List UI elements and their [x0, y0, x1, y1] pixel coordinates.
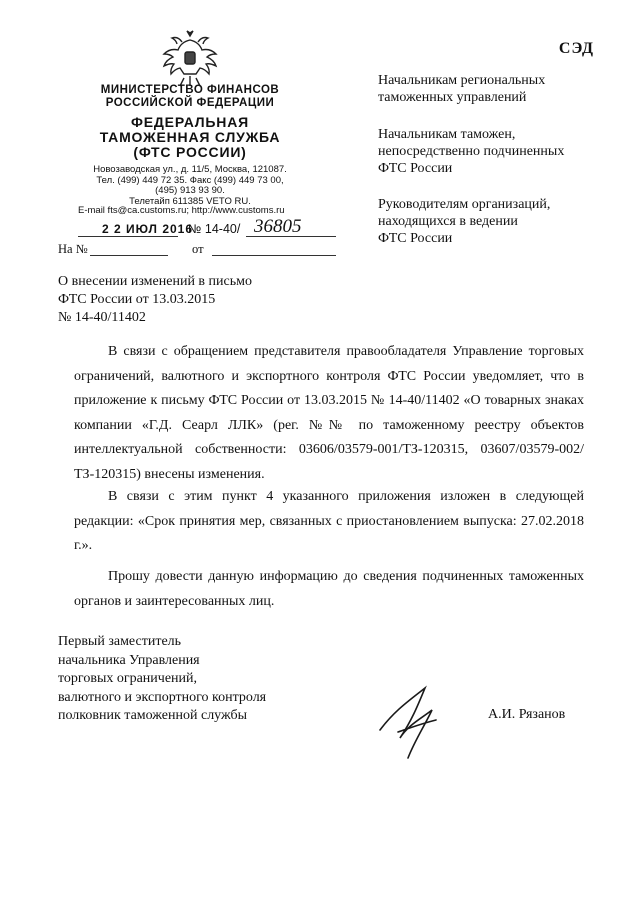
body-paragraph-3: [74, 565, 584, 614]
sender-address: [58, 165, 322, 207]
addressee-3-line-1: Руководителям организаций,: [378, 197, 551, 212]
subject-line-3: № 14-40/11402: [58, 310, 146, 325]
addressee-1-line-2: таможенных управлений: [378, 90, 527, 105]
ministry-line-1: МИНИСТЕРСТВО ФИНАНСОВ: [100, 84, 280, 96]
handwritten-signature-icon: [370, 680, 450, 760]
addressee-2-line-3: ФТС России: [378, 161, 453, 176]
signatory-title: [58, 633, 338, 726]
ot-label: от: [192, 242, 204, 256]
addressee-3-line-2: находящихся в ведении: [378, 214, 518, 229]
addressee-1-line-1: Начальникам региональных: [378, 73, 546, 88]
address-line-4: Телетайп 611385 VETO RU.: [129, 195, 251, 207]
addressee-2-line-1: Начальникам таможен,: [378, 127, 516, 142]
reference-line: [58, 242, 348, 258]
addressee-2-line-2: непосредственно подчиненных: [378, 144, 565, 159]
ministry-name: [58, 84, 322, 110]
signatory-title-line-1: Первый заместитель: [58, 634, 182, 649]
signatory-title-line-5: полковник таможенной службы: [58, 708, 248, 723]
body-paragraph-3-text: Прошу довести данную информацию до сведения подчиненных таможенных органов и заинтересованных лиц.: [74, 569, 584, 609]
registration-date: 2 2 ИЮЛ 2016: [102, 222, 194, 236]
subject-line-2: ФТС России от 13.03.2015: [58, 292, 216, 307]
addressee-1: [378, 72, 618, 106]
body-paragraph-1: [74, 340, 584, 487]
registration-number-prefix: № 14-40/: [188, 222, 241, 236]
sender-email: E-mail fts@ca.customs.ru; http://www.customs.ru: [78, 205, 285, 216]
registration-line: [58, 216, 348, 238]
body-paragraph-2: [74, 485, 584, 559]
registration-number-handwritten: 36805: [254, 216, 302, 237]
sed-stamp: СЭД: [558, 40, 594, 57]
service-line-1: ФЕДЕРАЛЬНАЯ: [131, 114, 249, 130]
signatory-name: А.И. Рязанов: [488, 707, 566, 722]
signatory-title-line-2: начальника Управления: [58, 652, 200, 668]
addressee-3: [378, 196, 618, 247]
addressee-2: [378, 126, 618, 177]
double-headed-eagle-emblem-icon: [160, 28, 220, 90]
letter-subject: [58, 273, 348, 327]
signatory-title-line-4: валютного и экспортного контроля: [58, 689, 267, 705]
ministry-line-2: РОССИЙСКОЙ ФЕДЕРАЦИИ: [105, 97, 275, 109]
addressee-3-line-3: ФТС России: [378, 231, 453, 246]
na-label: На №: [58, 242, 88, 256]
service-line-3: (ФТС РОССИИ): [133, 144, 247, 160]
service-name: [58, 115, 322, 160]
service-line-2: ТАМОЖЕННАЯ СЛУЖБА: [99, 129, 281, 145]
signatory-title-line-3: торговых ограничений,: [58, 671, 198, 686]
address-line-1: Новозаводская ул., д. 11/5, Москва, 121087.: [93, 164, 287, 175]
address-line-3: (495) 913 93 90.: [155, 185, 225, 196]
subject-line-1: О внесении изменений в письмо: [58, 274, 252, 289]
body-paragraph-1-text: В связи с обращением представителя правообладателя Управление торговых ограничений, валютного и экспортного контроля ФТС России уведомляет, что в приложение к письму ФТС России от 13.03.2015 № 14-40/11402 «О товарных знаках компании «Г.Д. Сеарл ЛЛК» (рег. №№ по таможенному реестру объектов интеллектуальной собственности: 03606/03579-001/ТЗ-120315, 03607/03579-002/ТЗ-120315) внесены изменения.: [74, 344, 584, 482]
body-paragraph-2-text: В связи с этим пункт 4 указанного приложения изложен в следующей редакции: «Срок принятия мер, связанных с приостановлением выпуска: 27.02.2018 г.».: [74, 489, 584, 553]
address-line-2: Тел. (499) 449 72 35. Факс (499) 449 73 00,: [96, 174, 284, 186]
